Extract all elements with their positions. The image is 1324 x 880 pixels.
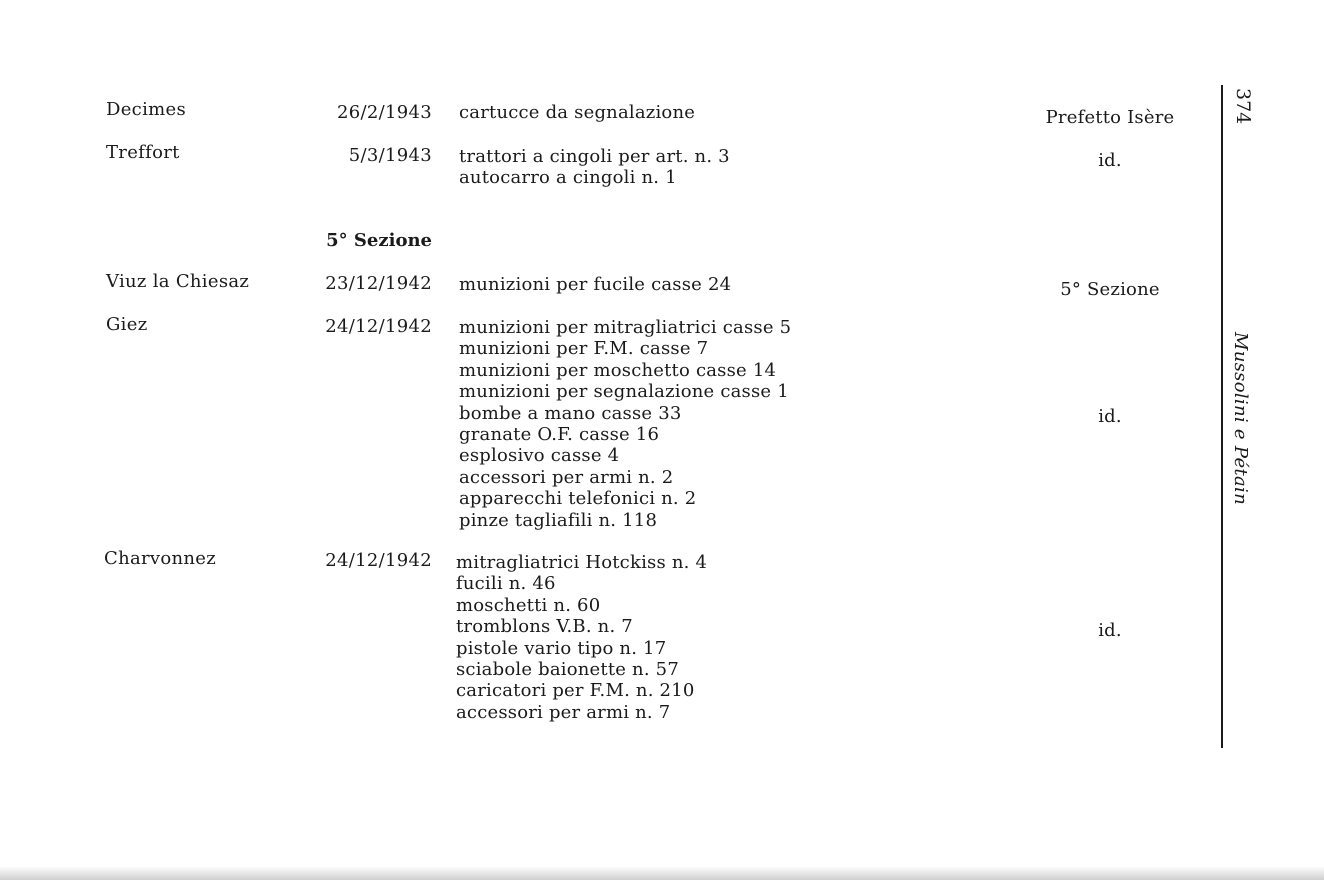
- item-line: munizioni per F.M. casse 7: [459, 338, 709, 360]
- entry-authority: id.: [1098, 406, 1122, 427]
- item-line: munizioni per moschetto casse 14: [459, 359, 777, 381]
- item-line: tromblons V.B. n. 7: [456, 616, 633, 638]
- item-line: apparecchi telefonici n. 2: [459, 488, 697, 510]
- item-line: munizioni per segnalazione casse 1: [459, 381, 789, 403]
- entry-place: Charvonnez: [104, 548, 217, 569]
- entry-items: [459, 102, 695, 123]
- entry-items: [459, 146, 730, 189]
- item-line: caricatori per F.M. n. 210: [456, 680, 695, 702]
- item-line: esplosivo casse 4: [459, 445, 620, 467]
- entry-place: Decimes: [106, 99, 186, 120]
- entry-place: Giez: [106, 314, 148, 335]
- entry-authority: 5° Sezione: [1060, 279, 1160, 300]
- entry-date: 26/2/1943: [337, 102, 432, 123]
- item-line: mitragliatrici Hotckiss n. 4: [456, 552, 708, 573]
- item-line: granate O.F. casse 16: [459, 424, 660, 446]
- item-line: accessori per armi n. 7: [456, 701, 671, 723]
- item-line: cartucce da segnalazione: [459, 102, 696, 123]
- item-line: fucili n. 46: [456, 573, 556, 595]
- entry-authority: id.: [1098, 620, 1122, 641]
- item-line: trattori a cingoli per art. n. 3: [459, 146, 730, 167]
- item-line: munizioni per mitragliatrici casse 5: [459, 317, 792, 338]
- item-line: accessori per armi n. 2: [459, 466, 674, 488]
- entry-items: [456, 552, 707, 723]
- item-line: bombe a mano casse 33: [459, 402, 682, 424]
- entry-place: Treffort: [106, 142, 180, 163]
- margin-rule: [1221, 85, 1223, 748]
- entry-date: 24/12/1942: [325, 316, 432, 337]
- entry-date: 24/12/1942: [325, 550, 432, 571]
- entry-date: 5/3/1943: [348, 145, 432, 166]
- item-line: sciabole baionette n. 57: [456, 659, 679, 681]
- item-line: pinze tagliafili n. 118: [459, 509, 658, 531]
- item-line: munizioni per fucile casse 24: [459, 274, 732, 295]
- page-number: 374: [1232, 88, 1254, 125]
- entry-items: [459, 274, 731, 295]
- entry-items: [459, 317, 791, 531]
- entry-place: Viuz la Chiesaz: [106, 271, 250, 292]
- entry-authority: Prefetto Isère: [1045, 107, 1175, 128]
- running-title: Mussolini e Pétain: [1230, 332, 1251, 505]
- item-line: autocarro a cingoli n. 1: [459, 167, 677, 189]
- entry-date: 23/12/1942: [325, 273, 432, 294]
- item-line: moschetti n. 60: [456, 594, 601, 616]
- section-heading: 5° Sezione: [326, 230, 432, 251]
- item-line: pistole vario tipo n. 17: [456, 637, 667, 659]
- entry-authority: id.: [1098, 150, 1122, 171]
- page-edge-shadow: [0, 866, 1324, 880]
